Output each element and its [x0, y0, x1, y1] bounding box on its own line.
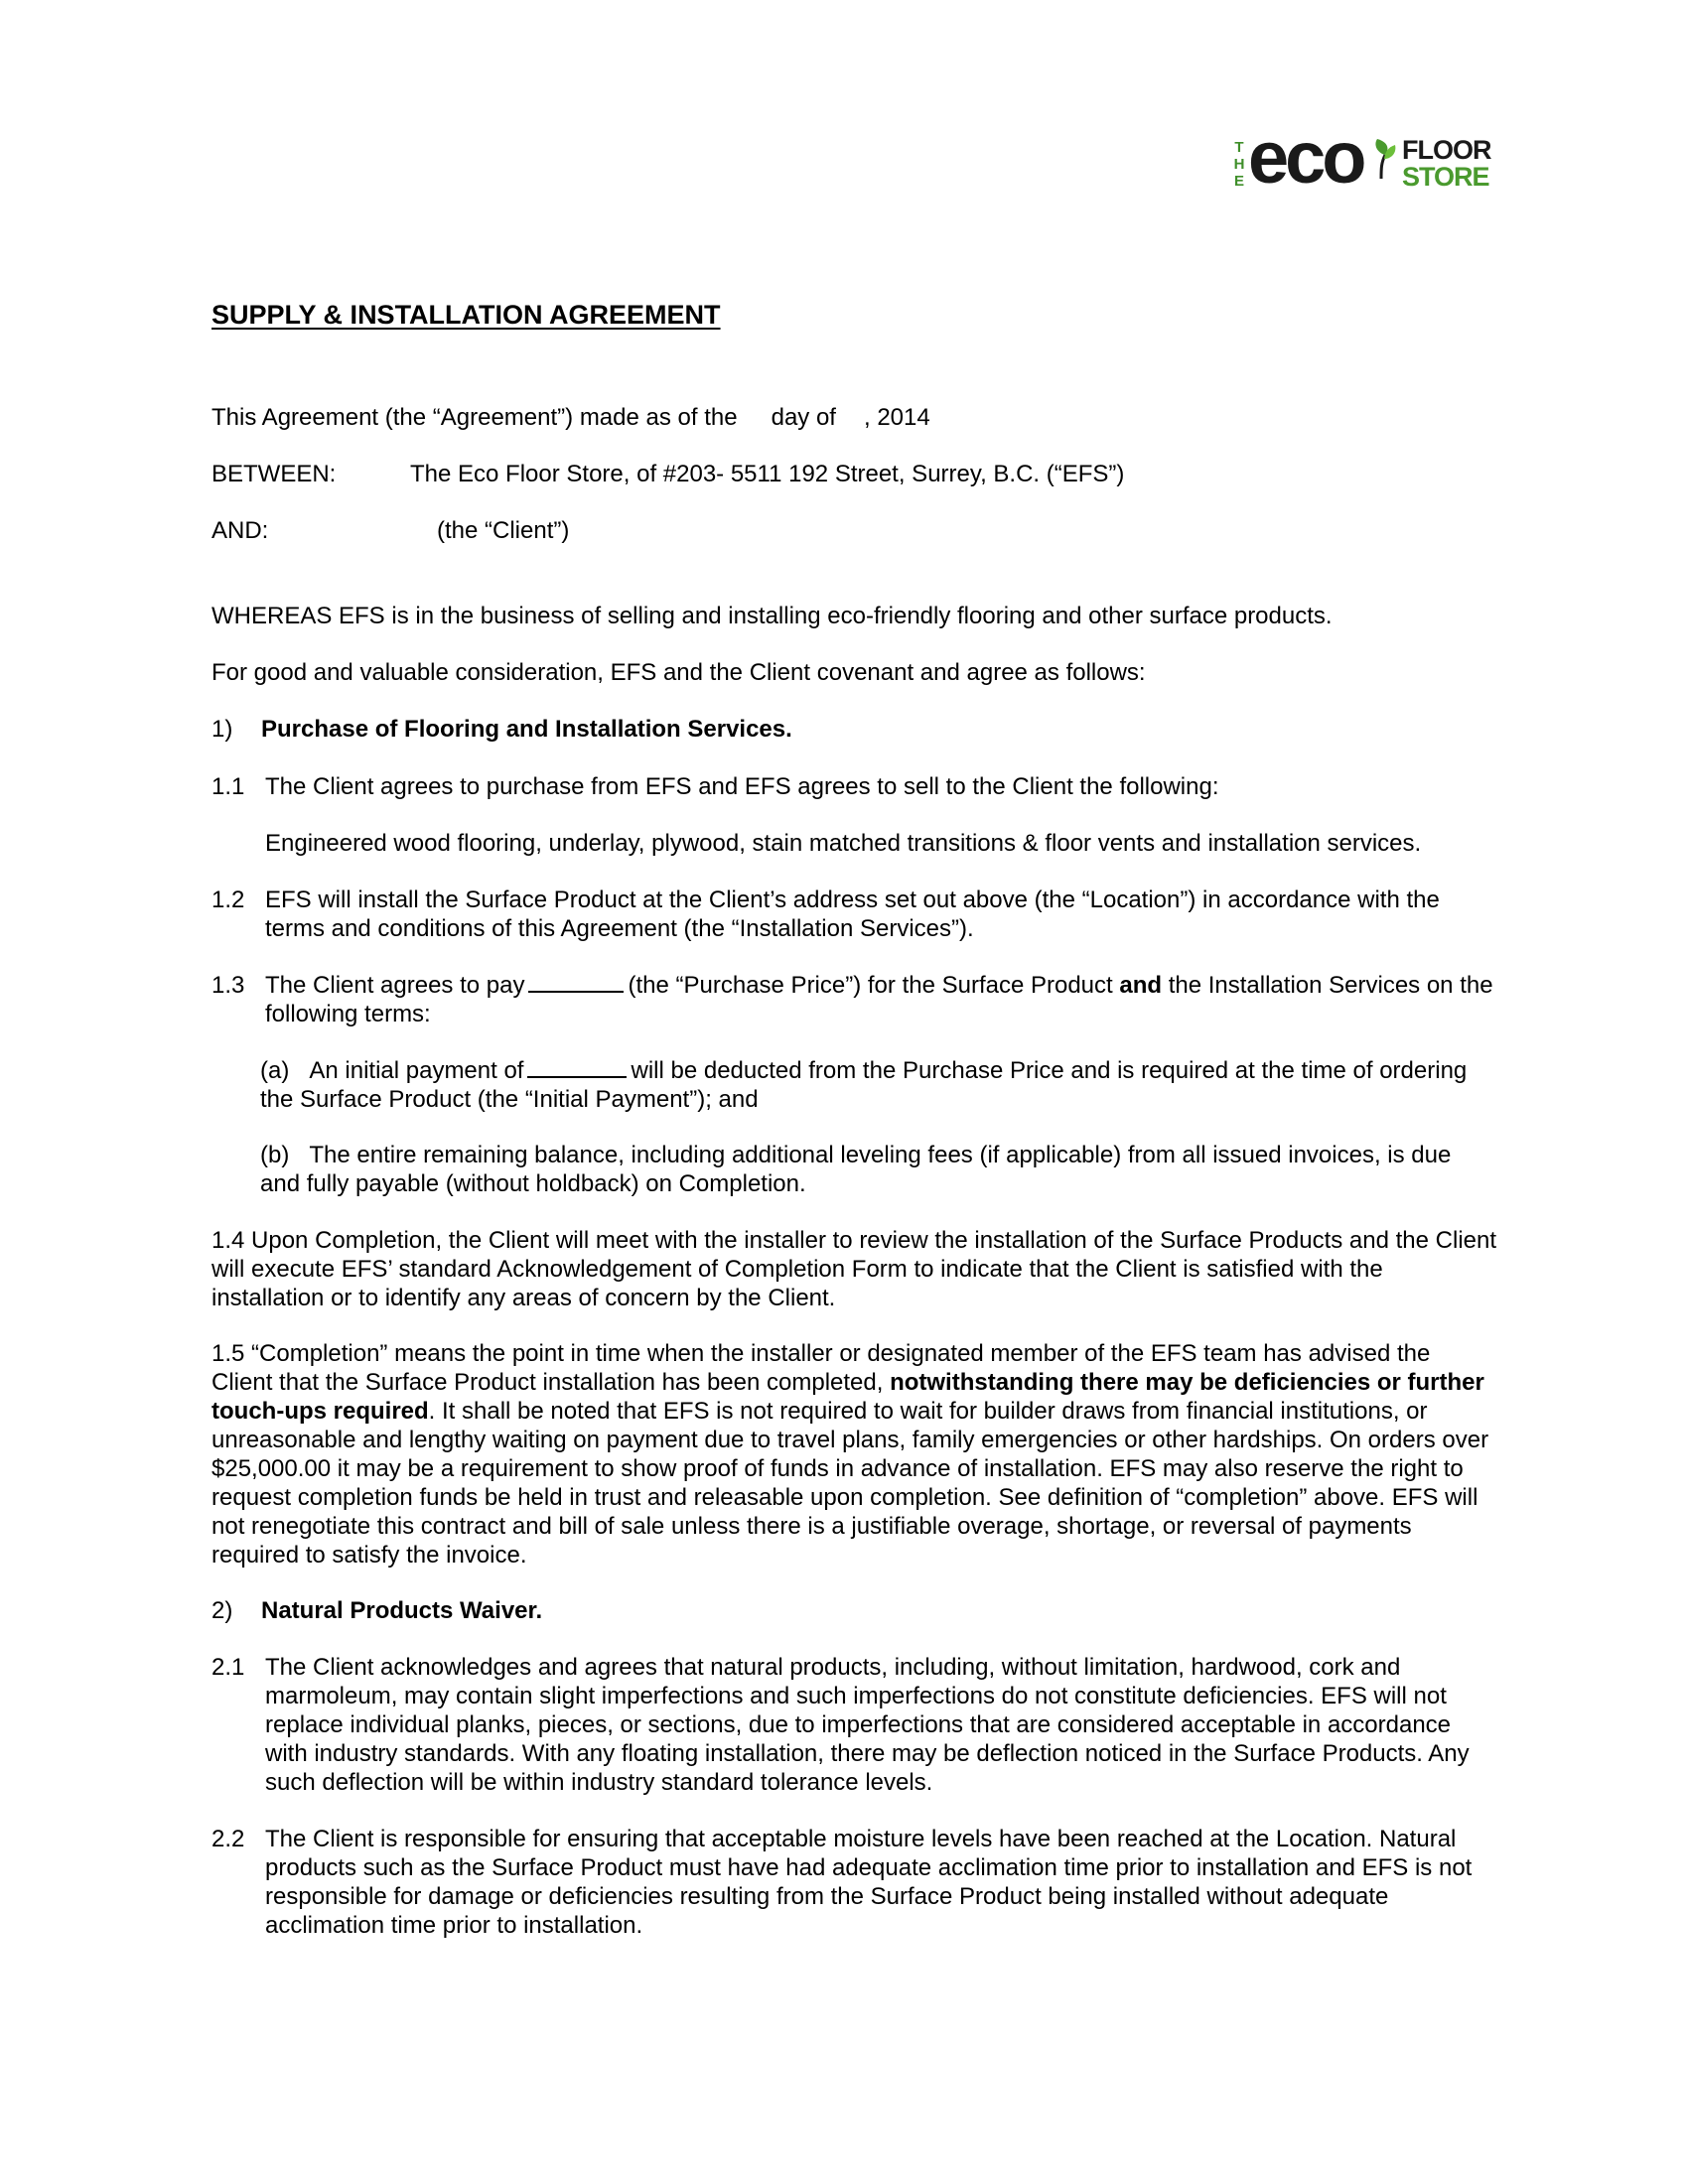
clause-1-3-number: 1.3	[211, 972, 245, 999]
logo-store: STORE	[1402, 162, 1489, 192]
leaf-icon	[1367, 139, 1397, 183]
logo-eco: eco	[1248, 116, 1363, 199]
and-label: AND:	[211, 517, 269, 544]
clause-1-2-number: 1.2	[211, 887, 245, 913]
consideration-clause: For good and valuable consideration, EFS and the Client covenant and agree as follows:	[211, 659, 1146, 686]
logo-the	[1231, 139, 1247, 190]
clause-2-2-number: 2.2	[211, 1826, 245, 1852]
clause-1-3-part-c: the Installation Services on the following terms:	[265, 972, 1493, 1027]
clause-1-2-text: EFS will install the Surface Product at the Client’s address set out above (the “Location”) in accordance with the terms and conditions of this Agreement (the “Installation Services”).	[265, 887, 1440, 942]
eco-floor-store-logo	[1231, 116, 1491, 199]
clause-1-3-part-b: (the “Purchase Price”) for the Surface Product	[628, 972, 1113, 999]
clause-1-3-bold: and	[1119, 972, 1163, 999]
clause-1-3-text	[265, 971, 1496, 1028]
clause-1-5	[211, 1339, 1497, 1570]
agreement-date-line	[211, 403, 930, 432]
clause-1-3-b-label: (b)	[260, 1142, 290, 1168]
clause-1-3-a-part-2: will be deducted from the Purchase Price and is required at the time of ordering the Surface Product (the “Initial Payment”); and	[260, 1057, 1468, 1113]
clause-1-4: 1.4 Upon Completion, the Client will meet with the installer to review the installation of the Surface Products and the Client will execute EFS’ standard Acknowledgement of Completion Form to indicate that the Client is satisfied with the installation or to identify any areas of concern by the Client.	[211, 1227, 1497, 1311]
clause-1-1	[211, 772, 1219, 801]
and-line	[211, 516, 570, 545]
clause-1-3-a-label: (a)	[260, 1057, 290, 1084]
section-2-title: Natural Products Waiver.	[261, 1597, 543, 1624]
clause-1-3-a-part-1: An initial payment of	[309, 1057, 524, 1084]
clause-1-5-part-a: 1.5 “Completion” means the point in time when the installer or designated member of the EFS team has advised the Client that the Surface Product installation has been completed,	[211, 1340, 1431, 1396]
logo-the-letter: T	[1234, 139, 1244, 156]
made-prefix: This Agreement (the “Agreement”) made as of the	[211, 404, 738, 431]
clause-2-1-number: 2.1	[211, 1654, 245, 1681]
clause-2-1-text: The Client acknowledges and agrees that natural products, including, without limitation, hardwood, cork and marmoleum, may contain slight imperfections and such imperfections do not constitute deficiencies. EFS will not replace individual planks, pieces, or sections, due to imperfections that are considered acceptable in accordance with industry standards. With any floating installation, there may be deflection noticed in the Surface Products. Any such deflection will be within industry standard tolerance levels.	[265, 1654, 1470, 1796]
document-title: SUPPLY & INSTALLATION AGREEMENT	[211, 300, 721, 330]
clause-1-5-part-b: . It shall be noted that EFS is not required to wait for builder draws from financial institutions, or unreasonable and lengthy waiting on payment due to travel plans, family emergencies or other hardships. On orders over $25,000.00 it may be a requirement to show proof of funds in advance of installation. EFS may also reserve the right to request completion funds be held in trust and releasable upon completion. See definition of “completion” above. EFS will not renegotiate this contract and bill of sale unless there is a justifiable overage, shortage, or reversal of payments required to satisfy the invoice.	[211, 1398, 1489, 1569]
clause-1-1-number: 1.1	[211, 773, 245, 800]
clause-2-2-text: The Client is responsible for ensuring that acceptable moisture levels have been reached at the Location. Natural products such as the Surface Product must have had adequate acclimation time prior to installation and EFS is not responsible for damage or deficiencies resulting from the Surface Product being installed without adequate acclimation time prior to installation.	[265, 1826, 1473, 1939]
logo-floor: FLOOR	[1402, 135, 1491, 165]
made-day: day of	[771, 404, 836, 431]
and-value: (the “Client”)	[437, 517, 570, 544]
clause-1-3-b-text: The entire remaining balance, including additional leveling fees (if applicable) from all issued invoices, is due and fully payable (without holdback) on Completion.	[260, 1142, 1452, 1197]
section-2-number: 2)	[211, 1597, 233, 1624]
section-2-heading	[211, 1596, 543, 1625]
between-line	[211, 460, 1125, 488]
clause-1-1-items: Engineered wood flooring, underlay, plywood, stain matched transitions & floor vents and installation services.	[265, 830, 1422, 857]
logo-the-letter: H	[1233, 156, 1245, 173]
clause-1-3-part-a: The Client agrees to pay	[265, 972, 525, 999]
clause-1-5-bold: notwithstanding there may be deficiencies or further touch-ups required	[211, 1369, 1484, 1425]
clause-1-3-a	[260, 1056, 1491, 1114]
clause-1-1-text: The Client agrees to purchase from EFS and EFS agrees to sell to the Client the following:	[265, 773, 1219, 800]
between-label: BETWEEN:	[211, 461, 337, 487]
initial-payment-blank[interactable]	[527, 1056, 627, 1078]
section-1-heading	[211, 715, 792, 744]
whereas-clause: WHEREAS EFS is in the business of selling and installing eco-friendly flooring and other surface products.	[211, 603, 1333, 629]
made-year: , 2014	[863, 404, 930, 431]
between-value: The Eco Floor Store, of #203- 5511 192 Street, Surrey, B.C. (“EFS”)	[410, 461, 1125, 487]
clause-1-3-b	[260, 1141, 1491, 1198]
logo-the-text	[1231, 139, 1247, 190]
logo-the-letter: E	[1233, 173, 1244, 190]
section-1-title: Purchase of Flooring and Installation Services.	[261, 716, 792, 743]
section-1-number: 1)	[211, 716, 233, 743]
purchase-price-blank[interactable]	[528, 971, 624, 993]
